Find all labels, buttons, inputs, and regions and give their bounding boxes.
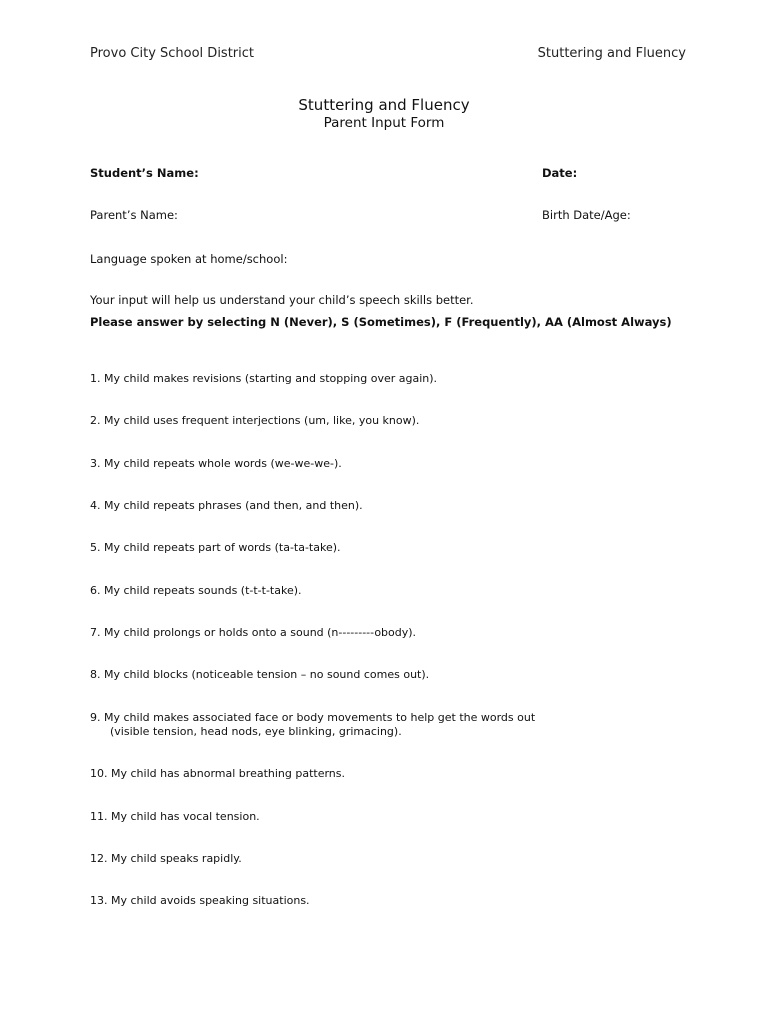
question-8: 8. My child blocks (noticeable tension – no sound comes out). (90, 668, 430, 681)
question-9: 9. My child makes associated face or body movements to help get the words out (90, 711, 536, 724)
question-9-continuation: (visible tension, head nods, eye blinking, grimacing). (110, 725, 402, 738)
question-11: 11. My child has vocal tension. (90, 810, 260, 823)
question-4: 4. My child repeats phrases (and then, and then). (90, 499, 363, 512)
parent-name-label: Parent’s Name: (90, 208, 178, 222)
intro-text: Your input will help us understand your child’s speech skills better. (90, 293, 474, 307)
date-label: Date: (542, 166, 578, 180)
question-2: 2. My child uses frequent interjections (um, like, you know). (90, 414, 420, 427)
question-10: 10. My child has abnormal breathing patterns. (90, 767, 346, 780)
form-subtitle: Parent Input Form (323, 115, 445, 131)
language-label: Language spoken at home/school: (90, 252, 288, 266)
question-7: 7. My child prolongs or holds onto a sound (n---------obody). (90, 626, 417, 639)
birth-date-label: Birth Date/Age: (542, 208, 631, 222)
question-13: 13. My child avoids speaking situations. (90, 894, 310, 907)
form-title: Stuttering and Fluency (298, 96, 470, 114)
student-name-label: Student’s Name: (90, 166, 199, 180)
question-12: 12. My child speaks rapidly. (90, 852, 242, 865)
answer-key: Please answer by selecting N (Never), S (Sometimes), F (Frequently), AA (Almost Always) (90, 315, 672, 329)
question-3: 3. My child repeats whole words (we-we-we-). (90, 457, 342, 470)
question-1: 1. My child makes revisions (starting and stopping over again). (90, 372, 438, 385)
header-doc-title: Stuttering and Fluency (537, 46, 686, 61)
question-6: 6. My child repeats sounds (t-t-t-take). (90, 584, 302, 597)
question-5: 5. My child repeats part of words (ta-ta-take). (90, 541, 341, 554)
district-name: Provo City School District (90, 46, 254, 61)
